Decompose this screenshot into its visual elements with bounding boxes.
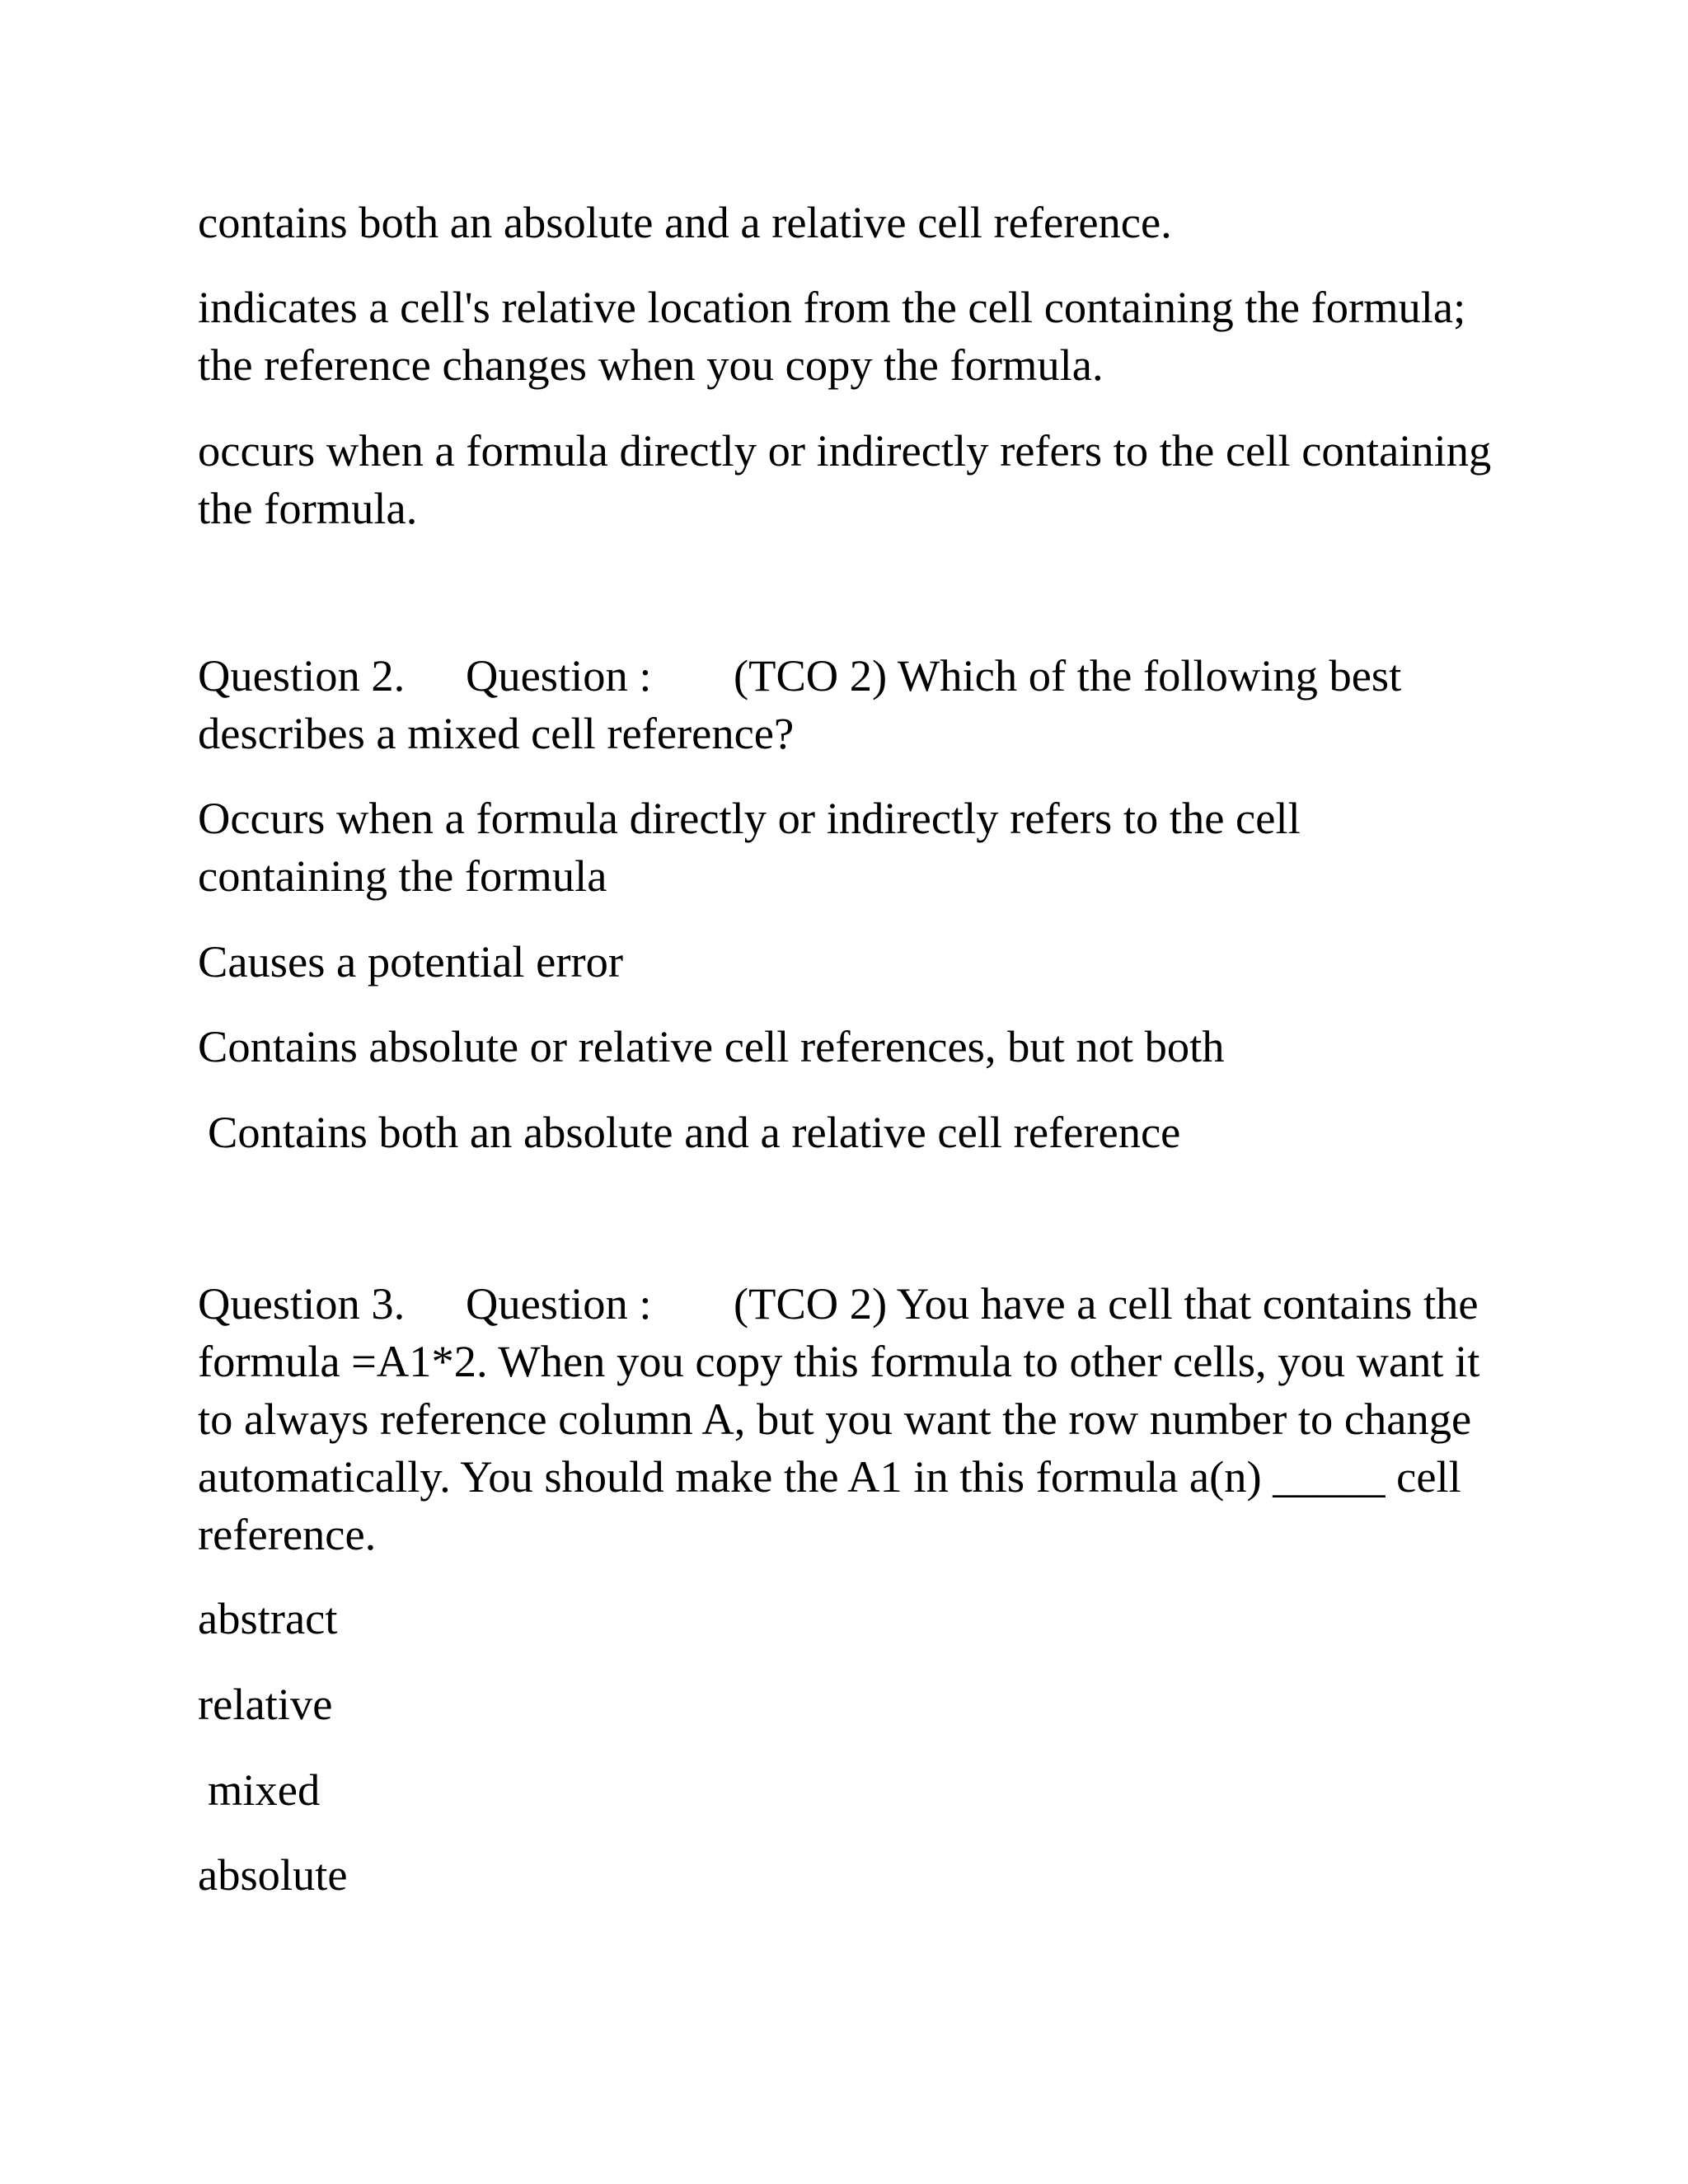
q3-header	[198, 1275, 1500, 1333]
q3-option-3: mixed	[208, 1765, 321, 1815]
q2-label: Question :	[466, 650, 652, 701]
q2-text-line1: (TCO 2) Which of the following best	[734, 650, 1402, 701]
q2-option-3: Contains absolute or relative cell references, but not both	[198, 1021, 1225, 1071]
q2-option-2: Causes a potential error	[198, 936, 624, 987]
q2-header	[198, 647, 1500, 705]
q2-number: Question 2.	[198, 650, 406, 701]
q3-option-4: absolute	[198, 1849, 348, 1900]
q3-text-line1: (TCO 2) You have a cell that contains the	[734, 1278, 1479, 1329]
q3-option-2: relative	[198, 1679, 333, 1729]
q2-option-1: Occurs when a formula directly or indirectly refers to the cell containing the formula	[198, 793, 1312, 901]
q2-option-4: Contains both an absolute and a relative cell reference	[208, 1107, 1181, 1157]
q1-option-2: indicates a cell's relative location from the cell containing the formula; the reference changes when you copy the formula.	[198, 282, 1477, 390]
q3-number: Question 3.	[198, 1278, 406, 1329]
q3-label: Question :	[466, 1278, 652, 1329]
q1-option-1: contains both an absolute and a relative cell reference.	[198, 197, 1172, 247]
q3-text-body: formula =A1*2. When you copy this formula to other cells, you want it to always reference column A, but you want the row number to change automatically. You should make the A1 in this formula a(n) _____ cell reference.	[198, 1336, 1492, 1559]
q3-option-1: abstract	[198, 1593, 338, 1643]
q1-option-3: occurs when a formula directly or indirectly refers to the cell containing the formula.	[198, 425, 1503, 533]
q2-text-line2: describes a mixed cell reference?	[198, 708, 795, 758]
